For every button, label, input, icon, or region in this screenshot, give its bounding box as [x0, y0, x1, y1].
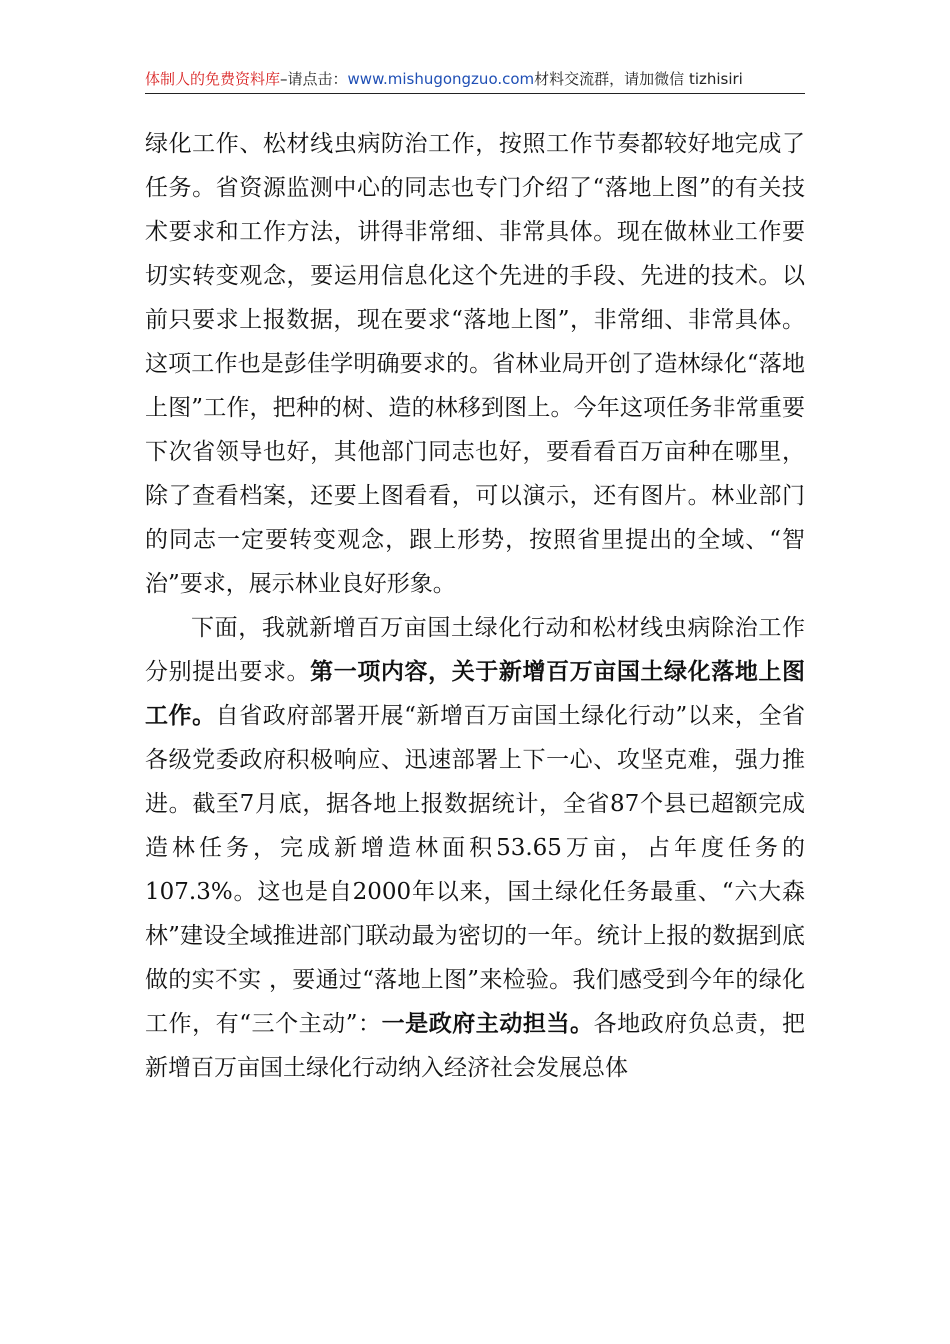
- header-click-prompt: –请点击：: [280, 70, 348, 88]
- paragraph-2-intro: 下面，我就新增百万亩国土绿化行动和松材线虫病除治工作分别提出要求。: [145, 615, 805, 685]
- section-heading: 第一项内容，关于新增百万亩国土绿化落地上图工作。: [145, 658, 806, 729]
- page-header: [145, 68, 805, 94]
- paragraph-2-tail: 各地政府负总责，把新增百万亩国土绿化行动纳入经济社会发展总体: [145, 1011, 805, 1081]
- paragraph-2: [145, 606, 805, 1090]
- header-contact: 材料交流群，请加微信 tizhisiri: [534, 70, 743, 88]
- paragraph-1: 绿化工作、松材线虫病防治工作，按照工作节奏都较好地完成了任务。省资源监测中心的同志也专门介绍了“落地上图”的有关技术要求和工作方法，讲得非常细、非常具体。现在做林业工作要切实转变观念，要运用信息化这个先进的手段、先进的技术。以前只要求上报数据，现在要求“落地上图”，非常细、非常具体。这项工作也是彭佳学明确要求的。省林业局开创了造林绿化“落地上图”工作，把种的树、造的林移到图上。今年这项任务非常重要下次省领导也好，其他部门同志也好，要看看百万亩种在哪里，除了查看档案，还要上图看看，可以演示，还有图片。林业部门的同志一定要转变观念，跟上形势，按照省里提出的全域、“智治”要求，展示林业良好形象。: [145, 131, 805, 597]
- paragraph-2-body: 自省政府部署开展“新增百万亩国土绿化行动”以来，全省各级党委政府积极响应、迅速部署上下一心、攻坚克难，强力推进。截至7月底，据各地上报数据统计，全省87个县已超额完成造林任务，完成新增造林面积53.65万亩，占年度任务的107.3%。这也是自2000年以来，国土绿化任务最重、“六大森林”建设全域推进部门联动最为密切的一年。统计上报的数据到底做的实不实 ，要通过“落地上图”来检验。我们感受到今年的绿化工作，有“三个主动”：: [145, 703, 805, 1037]
- header-site-name: 体制人的免费资料库: [145, 70, 281, 88]
- point-heading: 一是政府主动担当。: [381, 1010, 594, 1037]
- header-url-link[interactable]: www.mishugongzuo.com: [347, 70, 535, 88]
- document-body: [145, 122, 805, 1090]
